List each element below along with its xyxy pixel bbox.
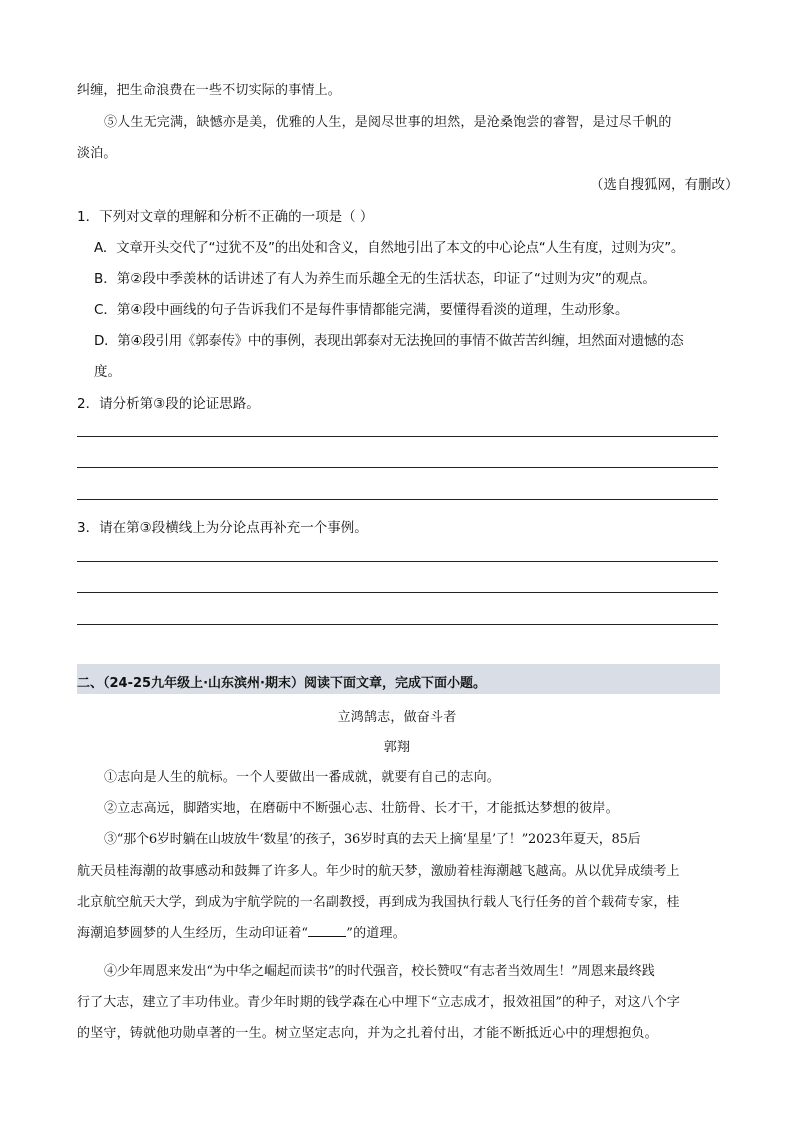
question-2-stem: 2．请分析第③段的论证思路。 [77, 396, 260, 412]
answer-line[interactable] [77, 499, 718, 500]
answer-line[interactable] [77, 592, 718, 593]
article-author: 郭翔 [383, 740, 411, 755]
passage-line: 淡泊。 [77, 146, 117, 161]
article-paragraph-2: ②立志高远，脚踏实地，在磨砺中不断强心志、壮筋骨、长才干，才能抵达梦想的彼岸。 [104, 801, 619, 816]
source-note: （选自搜狐网，有删改） [590, 177, 739, 193]
option-b: B．第②段中季羡林的话讲述了有人为养生而乐趣全无的生活状态，印证了“过则为灾”的观点。 [94, 271, 656, 287]
article-paragraph-4-line: 行了大志，建立了丰功伟业。青少年时期的钱学森在心中埋下“立志成才，报效祖国”的种子，对这八个字 [77, 995, 680, 1010]
text-before-blank: 海潮追梦圆梦的人生经历，生动印证着“ [77, 926, 309, 941]
answer-line[interactable] [77, 561, 718, 562]
question-1-stem: 1．下列对文章的理解和分析不正确的一项是（ ） [77, 209, 374, 225]
article-paragraph-1: ①志向是人生的航标。一个人要做出一番成就，就要有自己的志向。 [104, 770, 501, 785]
article-paragraph-3-line [77, 922, 406, 941]
article-paragraph-3-line: 航天员桂海潮的故事感动和鼓舞了许多人。年少时的航天梦，激励着桂海潮越飞越高。从以优异成绩考上 [77, 864, 680, 879]
answer-line[interactable] [77, 436, 718, 437]
question-3-stem: 3．请在第③段横线上为分论点再补充一个事例。 [77, 520, 368, 536]
answer-line[interactable] [77, 624, 718, 625]
passage-line: 纠缠，把生命浪费在一些不切实际的事情上。 [77, 83, 342, 98]
option-d-continued: 度。 [94, 364, 121, 380]
option-d: D．第④段引用《郭泰传》中的事例，表现出郭泰对无法挽回的事情不做苦苦纠缠，坦然面对遗憾的态 [94, 333, 684, 349]
option-c: C．第④段中画线的句子告诉我们不是每件事情都能完满，要懂得看淡的道理，生动形象。 [94, 302, 629, 318]
article-title: 立鸿鹄志，做奋斗者 [337, 710, 457, 725]
passage-paragraph-5: ⑤人生无完满，缺憾亦是美，优雅的人生，是阅尽世事的坦然，是沧桑饱尝的睿智，是过尽千帆的 [104, 115, 672, 130]
option-a: A．文章开头交代了“过犹不及”的出处和含义，自然地引出了本文的中心论点“人生有度，过则为灾”。 [94, 240, 685, 256]
answer-line[interactable] [77, 467, 718, 468]
article-paragraph-3-line: 北京航空航天大学，到成为宇航学院的一名副教授，再到成为我国执行载人飞行任务的首个载荷专家，桂 [77, 895, 680, 910]
section-2-header: 二、（24-25九年级上·山东滨州·期末）阅读下面文章，完成下面小题。 [77, 676, 486, 691]
text-after-blank: ”的道理。 [346, 926, 406, 941]
article-paragraph-4: ④少年周恩来发出“为中华之崛起而读书”的时代强音，校长赞叹“有志者当效周生！”周恩来最终践 [104, 964, 655, 979]
fill-in-blank[interactable] [308, 924, 346, 937]
article-paragraph-4-line: 的坚守，铸就他功勋卓著的一生。树立坚定志向，并为之扎着付出，才能不断抵近心中的理想抱负。 [77, 1026, 658, 1041]
article-paragraph-3: ③“那个6岁时躺在山坡放牛‘数星’的孩子，36岁时真的去天上摘‘星星’了！”2023年夏天，85后 [104, 832, 641, 847]
